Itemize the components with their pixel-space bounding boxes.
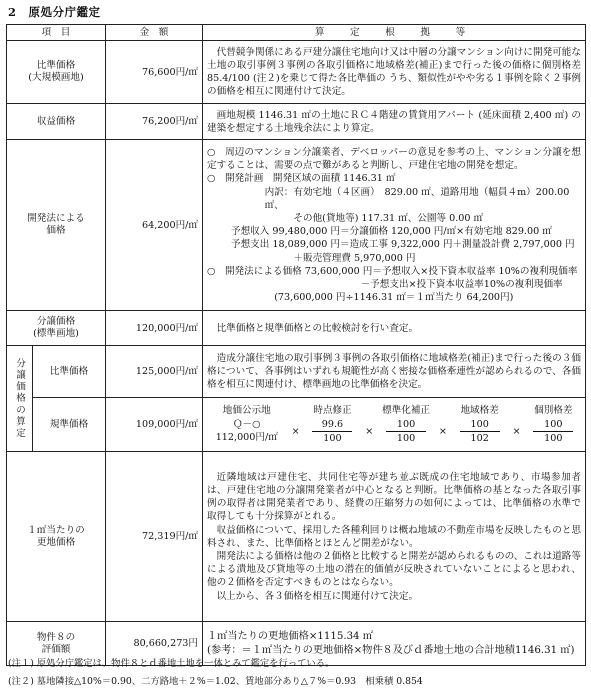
kaihatsu-line-1: ○ 周辺のマンション分譲業者、デベロッパーの意見を参考の上、マンション分譲を想定することは、需要の点で難があると判断し、戸建住宅地の開発を想定。 [207,146,581,172]
row-sub-hikaku [7,346,586,398]
row-bunjo [7,311,586,346]
times-3: × [438,425,447,437]
kaihatsu-line-4: その他(貸地等) 117.31 ㎡、公園等 0.00 ㎡ [293,213,484,224]
row-shueki [7,104,586,140]
sarachi-para-2: 収益価格について、採用した各種利回りは概ね地域の不動産市場を反映したものと思料され、また、比準価格とほとんど開差がない。 [207,524,581,549]
hikaku-basis: 代替競争関係にある戸建分譲住宅地向け又は中層の分譲マンション向けに開発可能な土地の取引事例３事例の各取引価格に地域格差(補正)まで行った後の価格に個別格差 85.4/100 (注２)を乗じて得た各比準価の うち、類似性がやや劣る１事例を除く２事例の価格を相互に関連付けて決定。 [203,41,586,104]
header-item: 項 目 [7,25,106,41]
sub-hikaku-item: 比準価格 [33,346,106,398]
row-kaihatsu [7,140,586,311]
formula-price: 112,000円/㎡ [215,432,278,444]
kijun-formula [203,398,586,452]
bukken-line-1: １㎡当たりの更地価格×1115.34 ㎡ [207,630,373,642]
kaihatsu-line-10: (73,600,000 円÷1146.31 ㎡＝１㎡当たり 64,200円) [274,292,514,304]
kaihatsu-item: 開発法による 価格 [7,140,106,311]
bukken-item: 物件８の 評価額 [7,622,106,666]
hikaku-amount: 76,600円/㎡ [106,41,203,104]
header-row [7,25,586,41]
formula-header-jiten: 時点修正 [313,405,352,417]
formula-header-koji: 地価公示地 [222,405,271,417]
frac-chiiki: $\frac{100}{102}$ [450,418,509,445]
shueki-amount: 76,200円/㎡ [106,104,203,140]
kaihatsu-line-2: ○ 開発計画 開発区域の面積 1146.31 ㎡ [207,173,396,185]
section-title: 2 原処分庁鑑定 [8,5,101,19]
bunjo-basis: 比準価格と規準価格との比較検討を行い査定。 [203,311,586,346]
bukken-line-2: (参考：＝１㎡当たりの更地価格×物件８及びｄ番地土地の合計地積1146.31 ㎡) [207,644,575,656]
kijun-amount: 109,000円/㎡ [106,398,203,452]
row-kijun [7,398,586,452]
sub-hikaku-amount: 125,000円/㎡ [106,346,203,398]
header-amount: 金 額 [106,25,203,41]
frac-jiten: $\frac{99.6}{100}$ [303,418,362,445]
sarachi-para-1: 近隣地域は戸建住宅、共同住宅等が建ち並ぶ既成の住宅地域であり、市場参加者は、戸建住宅地の分譲開発業者が中心となると判断。比準価格の基となった各取引事例の取得者は開発業者であり、経費の圧縮努力の如何によっては、比準価格の水準で取得しても十分採算がとれる。 [207,471,581,523]
formula-header-hyojun: 標準化補正 [382,405,431,417]
frac-kobetsu: $\frac{100}{100}$ [524,418,583,445]
frac-hyojun: $\frac{100}{100}$ [376,418,435,445]
kaihatsu-amount: 64,200円/㎡ [106,140,203,311]
kaihatsu-line-5: 予想収入 99,480,000 円＝分譲価格 120,000 円/㎡×有効宅地 829.00 ㎡ [231,226,552,238]
shueki-basis: 画地規模 1146.31 ㎡の土地にＲＣ４階建の賃貸用アパート (延床面積 2,400 ㎡) の建築を想定する土地残余法により算定。 [203,104,586,140]
sub-hikaku-basis: 造成分譲住宅地の取引事例３事例の各取引価格に地域格差(補正)まで行った後の３価格について、各事例はいずれも規範性が高く密接な価格牽連性が認められるので、各価格を相互に関連付け、標準画地の比準価格を決定。 [203,346,586,398]
kaihatsu-line-6: 予想支出 18,089,000 円＝造成工事 9,322,000 円＋測量設計費 2,797,000 円 [231,239,575,251]
formula-point: Ｑ－○ [232,419,261,431]
sarachi-para-3: 開発法による価格は他の２価格と比較すると開差が認められるものの、これは道路等による潰地及び貸地等の土地の潜在的価値が反映されていないことによると思われ、他の２価格を否定すべきものとはならない。 [207,550,581,589]
formula-header-kobetsu: 個別格差 [534,405,573,417]
bunjo-amount: 120,000円/㎡ [106,311,203,346]
header-basis: 算 定 根 拠 等 [203,25,586,41]
times-2: × [365,425,374,437]
kaihatsu-line-7: ＋販売管理費 5,970,000 円 [293,252,416,264]
kaihatsu-basis [203,140,586,311]
hikaku-item: 比準価格 (大規模画地) [7,41,106,104]
times-4: × [512,425,521,437]
kijun-item: 規準価格 [33,398,106,452]
kaihatsu-line-9: －予想支出×投下資本収益率10%の複利現価率 [360,279,563,291]
kaihatsu-line-8: ○ 開発法による価格 73,600,000 円＝予想収入×投下資本収益率 10%の複利現価率 [207,265,578,277]
formula-grid [205,404,583,445]
sarachi-basis [203,452,586,622]
times-1: × [291,425,300,437]
footnote-2: (注２) 墓地隣接△10%＝0.90、二方路地＋２%＝1.02、賃地部分あり△７%＝0.93 相乗積 0.854 [8,675,423,687]
bukken-amount: 80,660,273円 [106,622,203,666]
row-sarachi [7,452,586,622]
bunjo-item: 分譲価格 (標準画地) [7,311,106,346]
appraisal-table [6,24,586,666]
kaihatsu-line-3: 内訳：有効宅地（４区画） 829.00 ㎡、道路用地（幅員４m）200.00 ㎡、 [264,186,570,211]
sarachi-amount: 72,319円/㎡ [106,452,203,622]
sarachi-para-4: 以上から、各３価格を相互に関連付けて決定。 [216,590,419,602]
santei-label: 分譲価格の算定 [7,346,33,452]
row-hikaku [7,41,586,104]
shueki-item: 収益価格 [7,104,106,140]
formula-header-chiiki: 地域格差 [460,405,499,417]
formula-point-cell [205,418,289,445]
sarachi-item: １㎡当たりの 更地価格 [7,452,106,622]
footnote-1: (注１) 原処分庁鑑定は、物件８とｄ番地土地を一体とみて鑑定を行っている。 [8,658,335,669]
footnotes [8,655,423,690]
